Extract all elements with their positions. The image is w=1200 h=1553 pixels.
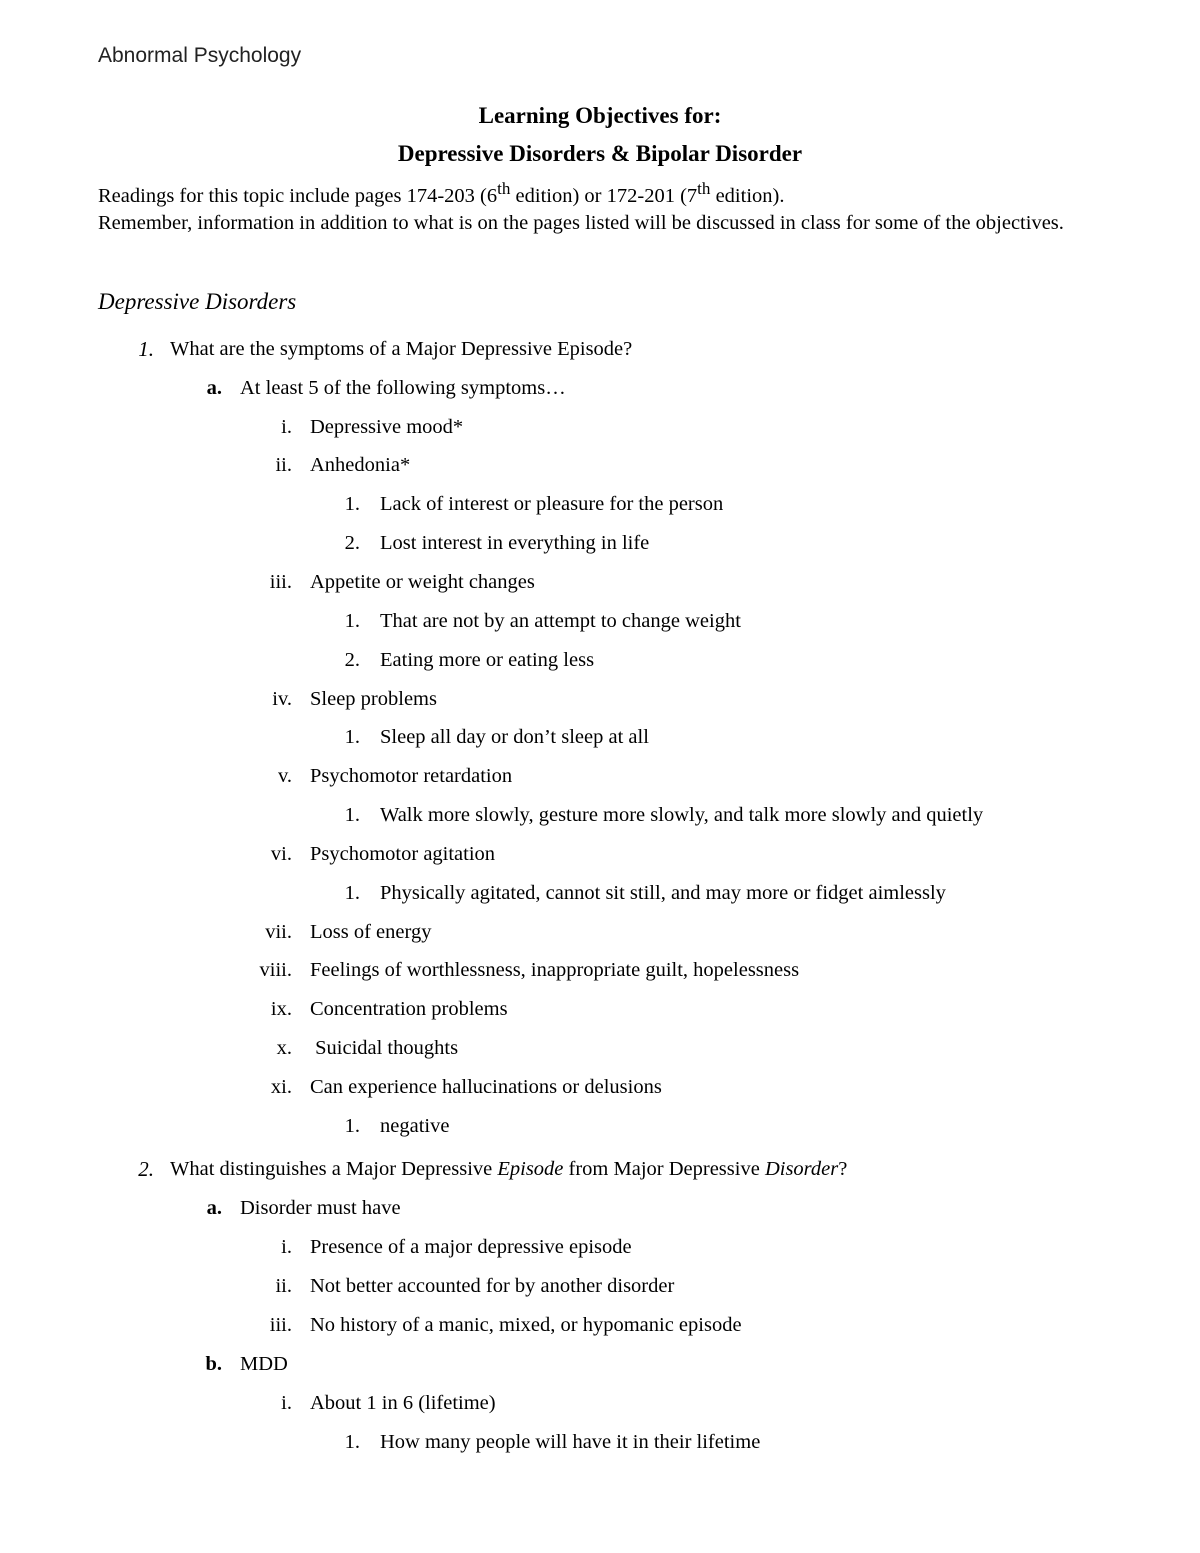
objective-text-part: from Major Depressive: [563, 1158, 765, 1180]
edition-superscript-7: th: [697, 179, 711, 198]
edition-superscript-6: th: [497, 179, 511, 198]
list-item: [344, 489, 724, 519]
objective-emphasis-episode: Episode: [497, 1158, 564, 1180]
list-item: [344, 1427, 761, 1457]
list-marker: viii.: [259, 959, 292, 981]
list-text: Psychomotor retardation: [310, 765, 513, 787]
list-item: [206, 1193, 401, 1223]
list-marker: v.: [277, 765, 292, 787]
list-item: [277, 761, 513, 791]
list-marker: b.: [205, 1353, 222, 1375]
list-marker: ix.: [270, 998, 292, 1020]
list-item: [272, 684, 437, 714]
list-item: [344, 878, 946, 908]
list-text: Sleep all day or don’t sleep at all: [380, 726, 649, 748]
list-marker: iii.: [269, 571, 292, 593]
objective-text-part: What distinguishes a Major Depressive: [170, 1158, 498, 1180]
list-text: Eating more or eating less: [380, 649, 595, 671]
list-marker: 1.: [344, 804, 360, 826]
list-item: [259, 955, 800, 985]
list-text: About 1 in 6 (lifetime): [310, 1392, 496, 1414]
list-text: MDD: [240, 1353, 288, 1375]
list-text: How many people will have it in their lifetime: [380, 1431, 761, 1453]
objective-2: [138, 1154, 848, 1184]
course-header: Abnormal Psychology: [98, 44, 302, 67]
list-marker: vi.: [270, 843, 292, 865]
list-item: [269, 1310, 742, 1340]
list-item: [276, 1033, 459, 1063]
list-text: Depressive mood*: [310, 416, 464, 438]
list-item: [344, 800, 984, 830]
list-text: Appetite or weight changes: [310, 571, 535, 593]
list-item: [275, 1271, 675, 1301]
list-marker: a.: [206, 377, 222, 399]
readings-text-2: edition) or 172-201 (7: [510, 184, 698, 207]
readings-remember: Remember, information in addition to what is on the pages listed will be discussed in class for some of the objectives.: [98, 211, 1064, 234]
list-item: [270, 1072, 662, 1102]
list-item: [281, 1232, 632, 1262]
list-item: [344, 606, 741, 636]
list-text: Lost interest in everything in life: [380, 532, 650, 554]
list-marker: vii.: [265, 921, 292, 943]
list-marker: i.: [281, 1236, 292, 1258]
list-marker: 1.: [344, 1115, 360, 1137]
list-item: [281, 1388, 496, 1418]
readings-note: [98, 175, 1108, 237]
document-title: Learning Objectives for:: [478, 103, 722, 128]
list-item: [275, 450, 411, 480]
list-item: [344, 722, 649, 752]
list-item: [344, 645, 595, 675]
objective-text: What are the symptoms of a Major Depressive Episode?: [170, 338, 633, 360]
list-marker: x.: [276, 1037, 292, 1059]
list-marker: 2.: [344, 532, 360, 554]
objective-text-part: ?: [838, 1158, 848, 1180]
list-marker: iii.: [269, 1314, 292, 1336]
list-marker: a.: [206, 1197, 222, 1219]
list-text: negative: [380, 1115, 450, 1137]
list-item: [344, 1111, 450, 1141]
list-text: Concentration problems: [310, 998, 508, 1020]
list-item: [206, 373, 566, 403]
objective-1: [138, 334, 633, 364]
list-text: Physically agitated, cannot sit still, and may more or fidget aimlessly: [380, 882, 946, 904]
list-item: [265, 917, 432, 947]
list-item: [270, 839, 496, 869]
list-text: Lack of interest or pleasure for the person: [380, 493, 724, 515]
list-text: Psychomotor agitation: [310, 843, 496, 865]
list-text: Not better accounted for by another disorder: [310, 1275, 675, 1297]
list-marker: i.: [281, 416, 292, 438]
list-text: Loss of energy: [310, 921, 432, 943]
section-heading: Depressive Disorders: [98, 289, 297, 314]
readings-text-3: edition).: [710, 184, 785, 207]
list-text: Walk more slowly, gesture more slowly, and talk more slowly and quietly: [380, 804, 984, 826]
list-marker: 1.: [344, 493, 360, 515]
list-text: Anhedonia*: [310, 454, 411, 476]
list-marker: 2.: [344, 649, 360, 671]
objective-number: 1.: [138, 337, 154, 361]
list-item: [205, 1349, 288, 1379]
list-item: [270, 994, 508, 1024]
list-item: [344, 528, 650, 558]
list-marker: xi.: [270, 1076, 292, 1098]
objective-number: 2.: [138, 1157, 154, 1181]
list-text: That are not by an attempt to change weight: [380, 610, 741, 632]
list-text: Suicidal thoughts: [310, 1037, 459, 1059]
list-marker: iv.: [272, 688, 292, 710]
readings-pages: [98, 175, 1108, 210]
objective-text: [170, 1158, 847, 1180]
list-marker: 1.: [344, 1431, 360, 1453]
list-text: Disorder must have: [240, 1197, 401, 1219]
list-item: [269, 567, 535, 597]
list-marker: i.: [281, 1392, 292, 1414]
list-text: No history of a manic, mixed, or hypomanic episode: [310, 1314, 742, 1336]
list-marker: 1.: [344, 882, 360, 904]
objective-emphasis-disorder: Disorder: [764, 1158, 839, 1180]
list-marker: ii.: [275, 1275, 292, 1297]
readings-text-1: Readings for this topic include pages 174-203 (6: [98, 184, 498, 207]
list-marker: ii.: [275, 454, 292, 476]
list-text: At least 5 of the following symptoms…: [240, 377, 566, 399]
document-subtitle: Depressive Disorders & Bipolar Disorder: [397, 141, 803, 166]
list-text: Sleep problems: [310, 688, 437, 710]
list-item: [281, 412, 464, 442]
list-text: Presence of a major depressive episode: [310, 1236, 632, 1258]
list-text: Feelings of worthlessness, inappropriate guilt, hopelessness: [310, 959, 800, 981]
list-marker: 1.: [344, 610, 360, 632]
list-text: Can experience hallucinations or delusions: [310, 1076, 662, 1098]
list-marker: 1.: [344, 726, 360, 748]
